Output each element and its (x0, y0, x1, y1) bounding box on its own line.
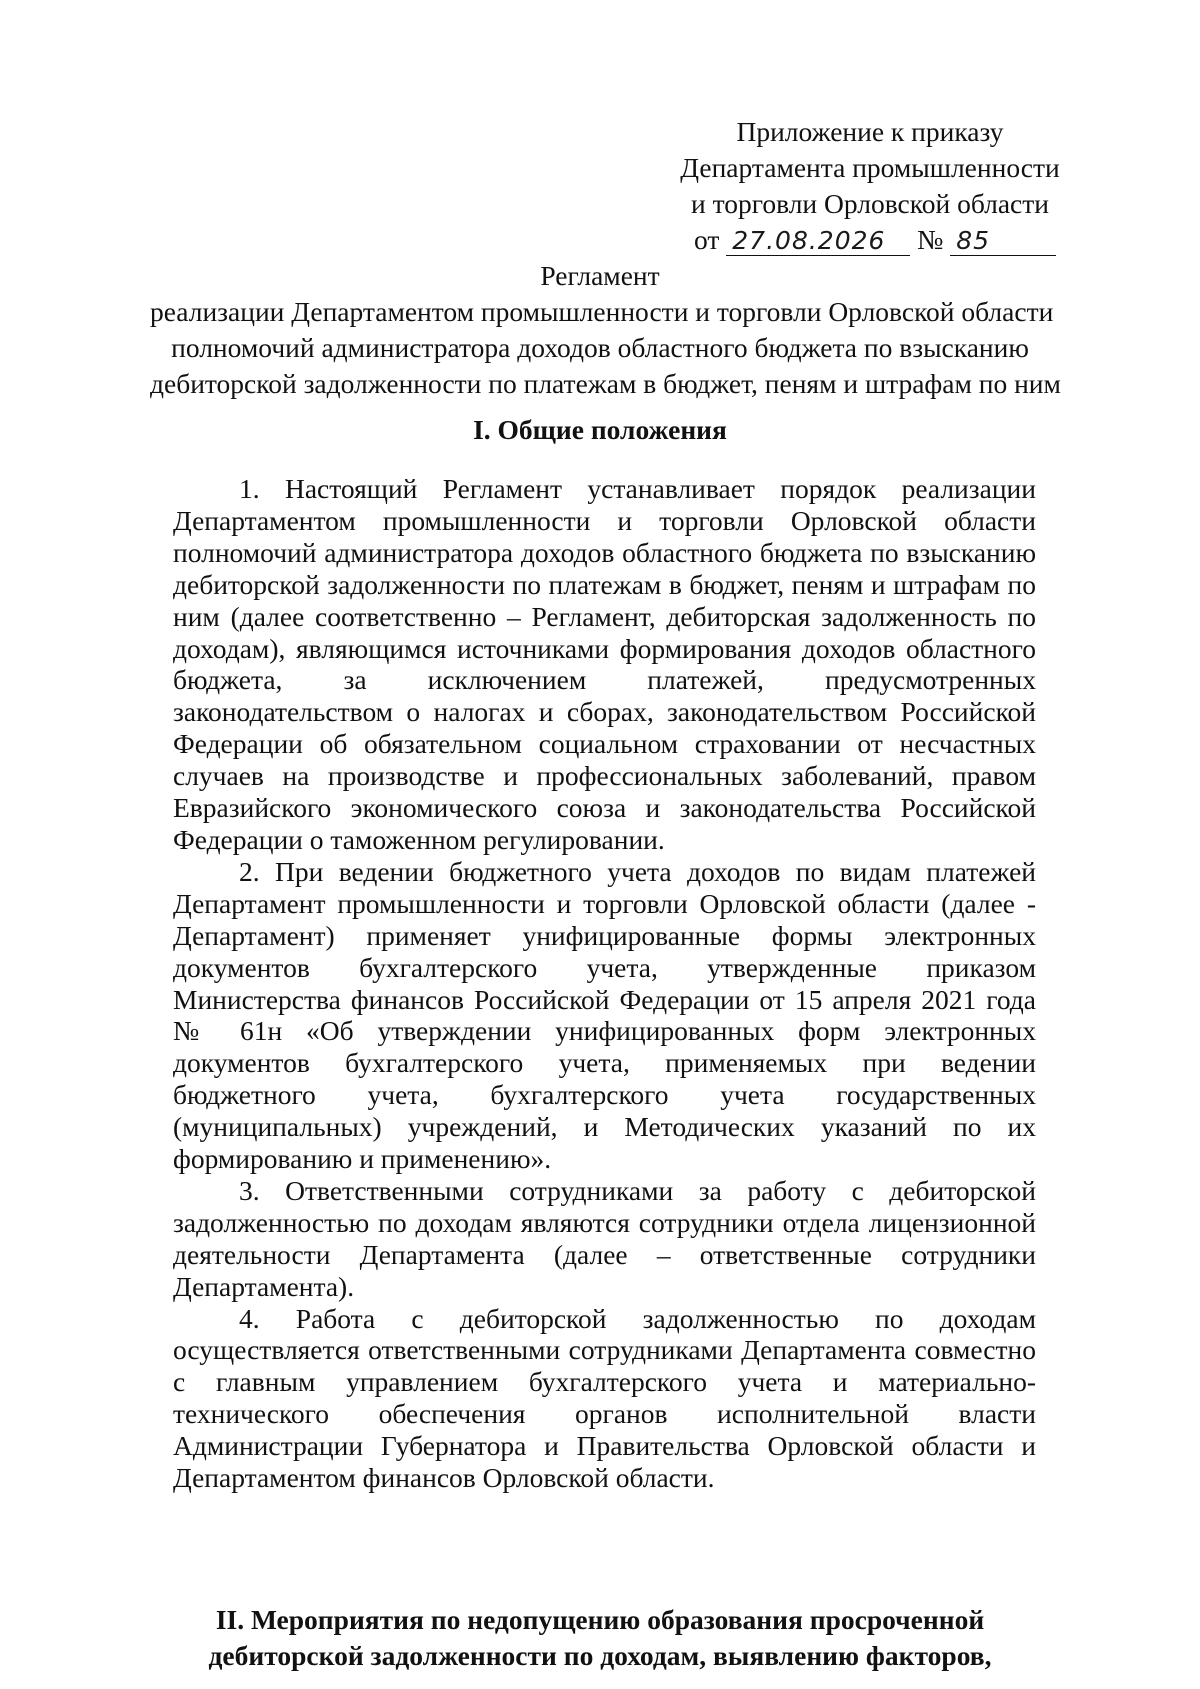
section-1-heading (150, 412, 1050, 448)
title-heading: Регламент (540, 260, 660, 291)
date-prefix: от (694, 224, 720, 255)
handwritten-date: 27.08.2026 (732, 226, 886, 255)
document-title (150, 258, 1050, 294)
section-1-heading-text: I. Общие положения (473, 414, 727, 445)
appendix-line-1: Приложение к приказу (736, 116, 1004, 147)
appendix-line-2: Департамента промышленности (680, 152, 1060, 183)
title-line-3: дебиторской задолженности по платежам в бюджет, пеням и штрафам по ним (150, 368, 1061, 399)
paragraph-2: 2. При ведении бюджетного учета доходов по видам платежей Департамент промышленности и торговли Орловской области (далее - Департамент) применяет унифицированные формы электронных документов бухгалтерского учета, утвержденные приказом Министерства финансов Российской Федерации от 15 апреля 2021 года № 61н «Об утверждении унифицированных форм электронных документов бухгалтерского учета, применяемых при ведении бюджетного учета, бухгалтерского учета государственных (муниципальных) учреждений, и Методических указаний по их формированию и применению». (173, 855, 1036, 1175)
number-field (950, 226, 1056, 256)
section-2-heading (150, 1602, 1050, 1674)
title-line-2: полномочий администратора доходов областного бюджета по взысканию (171, 332, 1029, 363)
handwritten-number: 85 (956, 226, 991, 255)
paragraph-1: 1. Настоящий Регламент устанавливает порядок реализации Департаментом промышленности и торговли Орловской области полномочий администратора доходов областного бюджета по взысканию дебиторской задолженности по платежам в бюджет, пеням и штрафам по ним (далее соответственно – Регламент, дебиторская задолженность по доходам), являющимся источниками формирования доходов областного бюджета, за исключением платежей, предусмотренных законодательством о налогах и сборах, законодательством Российской Федерации об обязательном социальном страховании от несчастных случаев на производстве и профессиональных заболеваний, правом Евразийского экономического союза и законодательства Российской Федерации о таможенном регулировании. (173, 473, 1036, 855)
paragraph-3: 3. Ответственными сотрудниками за работу с дебиторской задолженностью по доходам являются сотрудники отдела лицензионной деятельности Департамента (далее – ответственные сотрудники Департамента). (173, 1174, 1036, 1302)
document-subtitle (150, 294, 1061, 402)
appendix-block (660, 114, 1080, 258)
section-1-body (173, 473, 1036, 1494)
section-2-heading-line-1: II. Мероприятия по недопущению образования просроченной (215, 1604, 985, 1635)
title-line-1: реализации Департаментом промышленности и торговли Орловской области (150, 296, 1054, 327)
appendix-line-3: и торговли Орловской области (690, 188, 1049, 219)
paragraph-4: 4. Работа с дебиторской задолженностью по доходам осуществляется ответственными сотрудниками Департамента совместно с главным управлением бухгалтерского учета и материально-технического обеспечения органов исполнительной власти Администрации Губернатора и Правительства Орловской области и Департаментом финансов Орловской области. (173, 1302, 1036, 1494)
date-field (726, 226, 910, 256)
appendix-date-number-row (660, 222, 1080, 258)
number-prefix: № (917, 224, 944, 255)
section-2-heading-line-2: дебиторской задолженности по доходам, выявлению факторов, (208, 1640, 992, 1671)
